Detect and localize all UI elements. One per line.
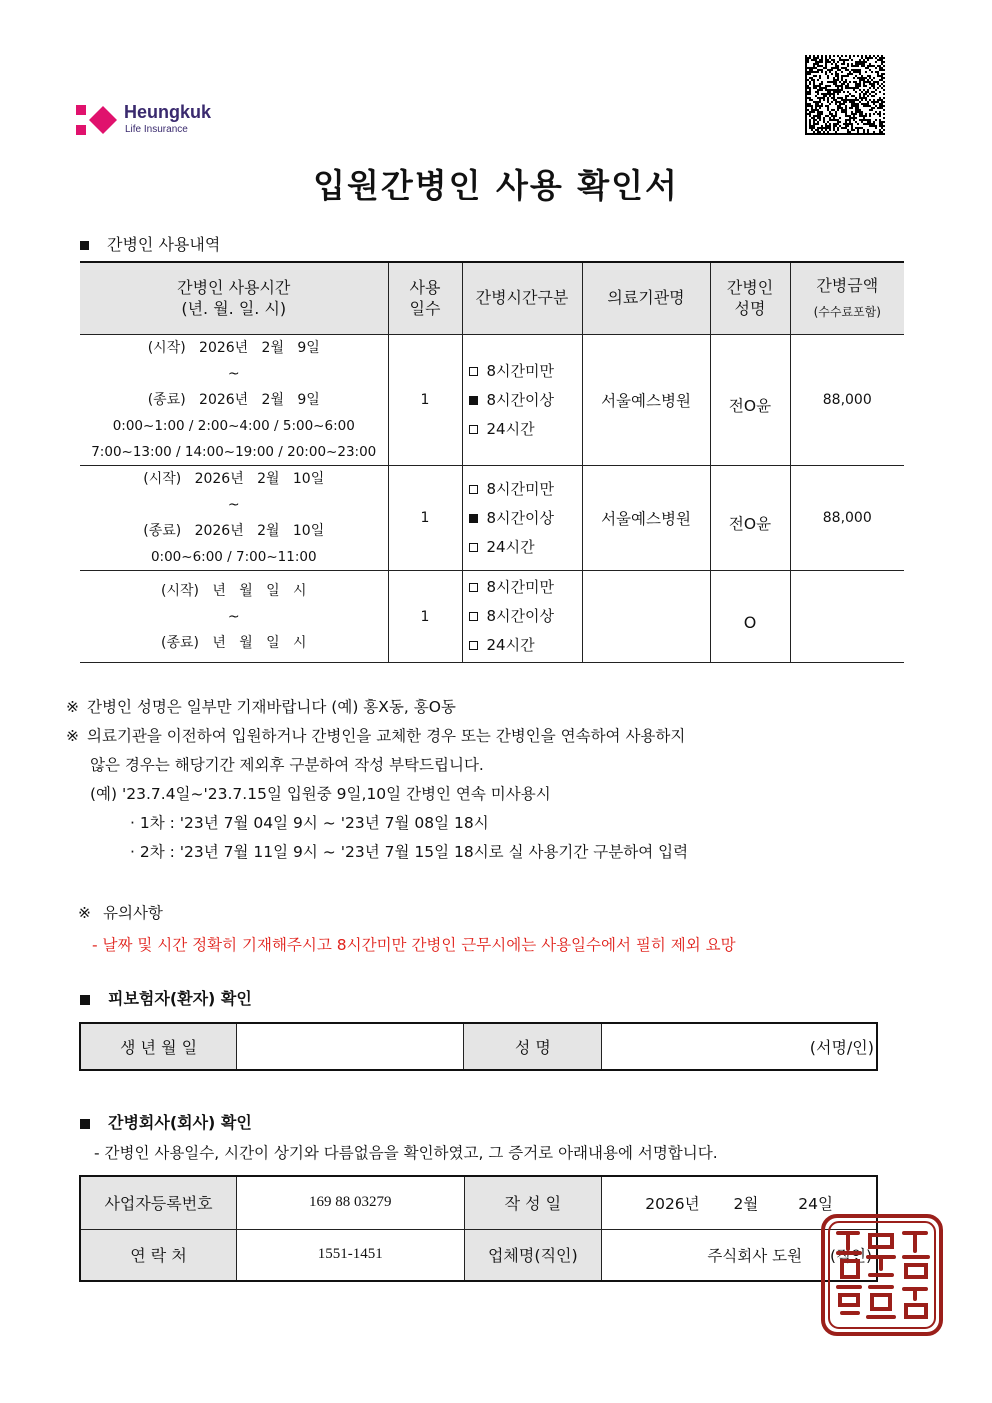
option-label: 8시간이상 [486, 390, 555, 409]
header-period-line2: (년. 월. 일. 시) [181, 298, 287, 318]
usage-table [80, 261, 904, 663]
note-1-text: 간병인 성명은 일부만 기재바랍니다 (예) 홍X동, 홍O동 [87, 698, 456, 716]
company-name-label: 업체명(직인) [464, 1229, 602, 1281]
logo-subtitle: Life Insurance [125, 124, 188, 135]
period-times-2: 7:00~13:00 / 14:00~19:00 / 20:00~23:00 [91, 444, 377, 460]
reference-mark: ※ [78, 904, 91, 922]
reference-mark: ※ [66, 698, 79, 716]
period-start: (시작) 2026년 2월 9일 [147, 340, 320, 356]
period-cell[interactable] [80, 571, 388, 663]
name-label: 성 명 [464, 1023, 602, 1070]
biz-number-label: 사업자등록번호 [80, 1176, 237, 1229]
amount-cell[interactable]: 88,000 [790, 335, 904, 466]
square-bullet-icon [80, 995, 90, 1005]
usage-heading-text: 간병인 사용내역 [107, 235, 221, 254]
option-24h[interactable] [469, 631, 582, 660]
note-example-1: · 1차 : '23년 7월 04일 9시 ~ '23년 7월 08일 18시 [130, 814, 489, 832]
caregiver-name-cell[interactable]: 전O윤 [710, 335, 790, 466]
option-label: 8시간이상 [486, 508, 555, 527]
header-name-line2: 성명 [734, 298, 766, 318]
note-1 [66, 693, 946, 722]
period-start: (시작) 년 월 일 시 [161, 582, 307, 599]
option-label: 8시간미만 [486, 578, 555, 596]
company-name-value: 주식회사 도원 [707, 1246, 803, 1265]
period-end: (종료) 2026년 2월 10일 [143, 523, 325, 539]
option-over-8h[interactable] [469, 386, 582, 415]
date-month: 2월 [733, 1194, 759, 1213]
seal-placeholder: (직인) [829, 1246, 872, 1265]
period-times-1: 0:00~1:00 / 2:00~4:00 / 5:00~6:00 [112, 418, 355, 434]
option-label: 24시간 [486, 537, 535, 556]
period-tilde: ~ [227, 366, 240, 382]
usage-header-row [80, 262, 904, 335]
header-amount-sub: (수수료포함) [813, 305, 881, 320]
reference-mark: ※ [66, 727, 79, 745]
time-type-cell [462, 571, 582, 663]
signature-field[interactable] [602, 1023, 877, 1070]
table-row [80, 1176, 877, 1229]
period-start: (시작) 2026년 2월 10일 [143, 471, 325, 487]
note-example: (예) '23.7.4일~'23.7.15일 입원중 9일,10일 간병인 연속 미사용시 [90, 785, 551, 803]
table-row [80, 1023, 877, 1070]
logo-name: Heungkuk [124, 102, 212, 122]
amount-cell[interactable] [790, 571, 904, 663]
option-label: 8시간미만 [486, 361, 555, 380]
header-days-line2: 일수 [409, 298, 441, 318]
caregiver-name-cell[interactable]: 전O윤 [710, 466, 790, 571]
date-year: 2026년 [645, 1194, 700, 1213]
table-row [80, 571, 904, 663]
header-amount-line1: 간병금액 [816, 276, 879, 296]
period-tilde: ~ [227, 608, 240, 625]
company-logo [74, 100, 254, 140]
header-name-line1: 간병인 [726, 277, 774, 297]
caution-text: - 날짜 및 시간 정확히 기재해주시고 8시간미만 간병인 근무시에는 사용일수에서 필히 제외 요망 [92, 936, 736, 954]
option-under-8h[interactable] [469, 573, 582, 602]
checkbox-icon[interactable] [469, 425, 478, 434]
period-tilde: ~ [227, 497, 240, 513]
document-title: 입원간병인 사용 확인서 [313, 166, 679, 205]
usage-section-heading [80, 232, 220, 255]
notes-block [66, 693, 946, 867]
contact-field[interactable]: 1551-1451 [237, 1229, 464, 1281]
header-type: 간병시간구분 [462, 262, 582, 335]
table-row [80, 1229, 877, 1281]
company-statement: - 간병인 사용일수, 시간이 상기와 다름없음을 확인하였고, 그 증거로 아래내용에 서명합니다. [94, 1144, 718, 1162]
header-days [388, 262, 462, 335]
patient-section-heading [80, 986, 252, 1009]
note-2-text-a: 의료기관을 이전하여 입원하거나 간병인을 교체한 경우 또는 간병인을 연속하여 사용하지 [87, 727, 686, 745]
contact-label: 연 락 처 [80, 1229, 237, 1281]
caution-heading-text: 유의사항 [103, 904, 163, 922]
square-bullet-icon [80, 1119, 90, 1129]
company-section-heading [80, 1110, 252, 1133]
caution-heading [78, 901, 163, 923]
barcode-icon [805, 55, 885, 135]
table-row [80, 466, 904, 571]
patient-heading-text: 피보험자(환자) 확인 [108, 989, 252, 1008]
note-2 [66, 722, 946, 751]
header-caregiver-name [710, 262, 790, 335]
date-label: 작 성 일 [464, 1176, 602, 1229]
period-cell[interactable] [80, 466, 388, 571]
hospital-cell[interactable]: 서울예스병원 [582, 466, 710, 571]
checkbox-icon[interactable] [469, 485, 478, 494]
checkbox-checked-icon[interactable] [469, 396, 478, 405]
company-table [79, 1175, 878, 1282]
table-row [80, 335, 904, 466]
square-bullet-icon [80, 241, 89, 250]
option-24h[interactable] [469, 415, 582, 444]
option-24h[interactable] [469, 533, 582, 562]
company-seal-stamp [820, 1213, 944, 1337]
option-label: 24시간 [486, 419, 535, 438]
option-under-8h[interactable] [469, 357, 582, 386]
birth-label: 생 년 월 일 [80, 1023, 237, 1070]
time-type-cell [462, 335, 582, 466]
caregiver-name-cell[interactable]: O [710, 571, 790, 663]
option-over-8h[interactable] [469, 602, 582, 631]
option-label: 8시간미만 [486, 479, 555, 498]
period-cell[interactable] [80, 335, 388, 466]
option-label: 24시간 [486, 636, 535, 654]
option-over-8h[interactable] [469, 504, 582, 533]
hospital-cell[interactable] [582, 571, 710, 663]
header-amount [790, 262, 904, 335]
date-day: 24일 [798, 1194, 833, 1213]
days-cell[interactable]: 1 [388, 571, 462, 663]
hospital-cell[interactable]: 서울예스병원 [582, 335, 710, 466]
header-period-line1: 간병인 사용시간 [177, 277, 291, 297]
option-label: 8시간이상 [486, 607, 555, 625]
checkbox-icon[interactable] [469, 612, 478, 621]
note-2-text-b: 않은 경우는 해당기간 제외후 구분하여 작성 부탁드립니다. [90, 756, 484, 774]
signature-placeholder: (서명/인) [809, 1038, 874, 1057]
header-days-line1: 사용 [409, 277, 441, 297]
checkbox-icon[interactable] [469, 641, 478, 650]
period-end: (종료) 2026년 2월 9일 [147, 392, 320, 408]
period-times-1: 0:00~6:00 / 7:00~11:00 [150, 549, 317, 565]
days-cell[interactable]: 1 [388, 335, 462, 466]
period-end: (종료) 년 월 일 시 [161, 634, 307, 651]
header-hospital: 의료기관명 [582, 262, 710, 335]
time-type-cell [462, 466, 582, 571]
logo-diamond-icon [74, 103, 120, 137]
birth-field[interactable] [237, 1023, 464, 1070]
amount-cell[interactable]: 88,000 [790, 466, 904, 571]
days-cell[interactable]: 1 [388, 466, 462, 571]
patient-table [79, 1022, 878, 1071]
checkbox-checked-icon[interactable] [469, 514, 478, 523]
note-example-2: · 2차 : '23년 7월 11일 9시 ~ '23년 7월 15일 18시로 실 사용기간 구분하여 입력 [130, 843, 689, 861]
checkbox-icon[interactable] [469, 367, 478, 376]
company-heading-text: 간병회사(회사) 확인 [108, 1113, 252, 1132]
header-period [80, 262, 388, 335]
biz-number-field[interactable]: 169 88 03279 [237, 1176, 464, 1229]
checkbox-icon[interactable] [469, 583, 478, 592]
checkbox-icon[interactable] [469, 543, 478, 552]
option-under-8h[interactable] [469, 475, 582, 504]
